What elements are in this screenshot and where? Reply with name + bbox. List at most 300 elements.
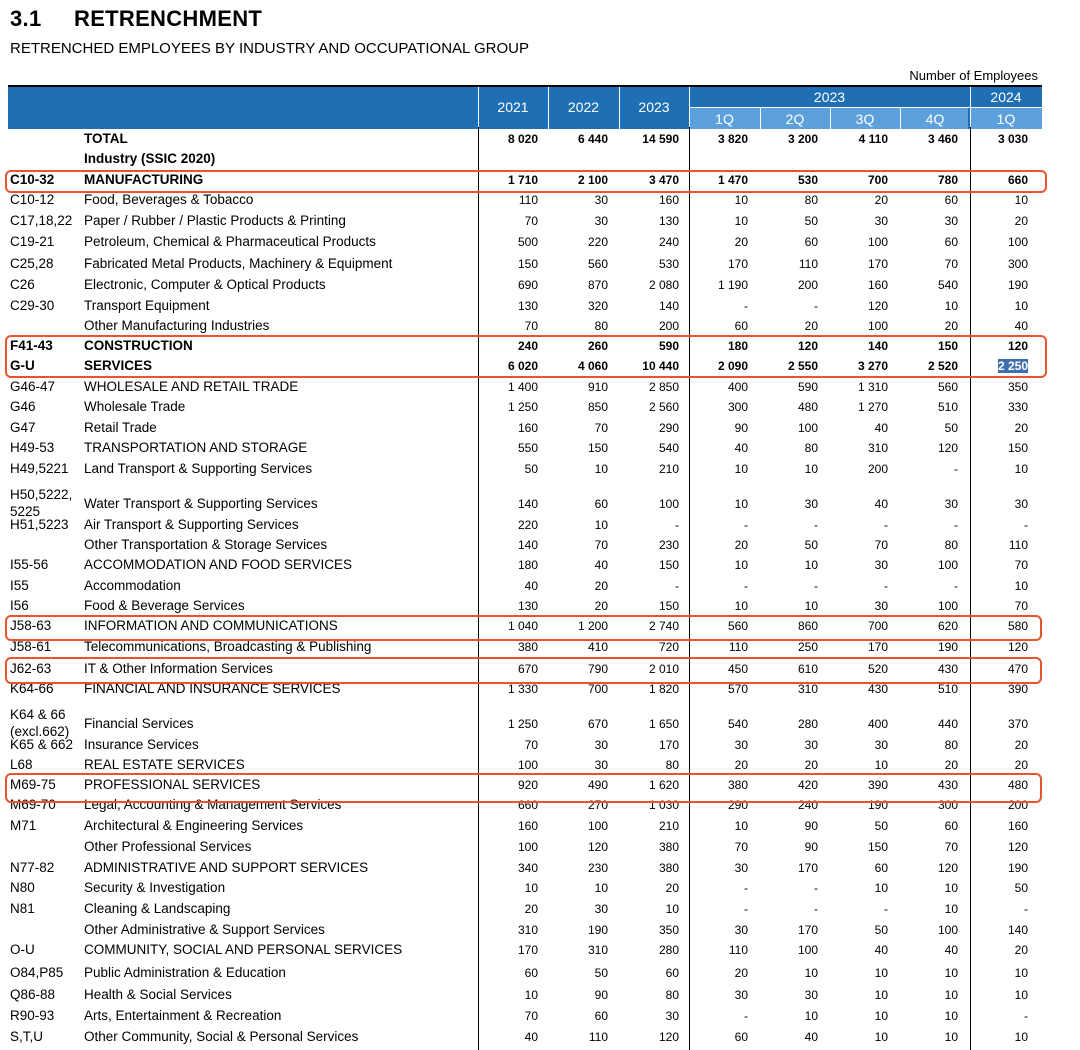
row-value-col-3: 20 <box>665 881 679 895</box>
row-code: R90-93 <box>10 1008 55 1023</box>
row-value-col-6: 390 <box>867 778 888 792</box>
row-code: G46-47 <box>10 379 56 394</box>
row-value-col-3: 210 <box>658 462 679 476</box>
row-value-col-7: 620 <box>937 619 958 633</box>
row-label: FINANCIAL AND INSURANCE SERVICES <box>84 681 341 696</box>
row-value-col-8: 580 <box>1007 619 1028 633</box>
row-value-col-5: 480 <box>797 400 818 414</box>
row-value-col-1: 130 <box>517 599 538 613</box>
row-value-col-4: 30 <box>734 988 748 1002</box>
row-value-col-6: 160 <box>867 278 888 292</box>
row-value-col-5: 120 <box>797 339 818 353</box>
row-value-col-8: 390 <box>1007 682 1028 696</box>
row-code: G47 <box>10 420 36 435</box>
row-value-col-2: 410 <box>587 640 608 654</box>
row-value-col-3: 30 <box>665 1009 679 1023</box>
row-label: Other Professional Services <box>84 839 252 854</box>
row-value-col-4: 10 <box>734 214 748 228</box>
table-row <box>0 131 1080 151</box>
row-value-col-6: - <box>884 579 888 593</box>
row-value-col-5: 2 550 <box>787 359 818 373</box>
row-value-col-7: 430 <box>937 778 958 792</box>
row-value-col-7: 10 <box>944 1009 958 1023</box>
row-value-col-5: - <box>814 579 818 593</box>
header-2023-q2: 2Q <box>785 111 805 127</box>
row-value-col-5: 20 <box>804 319 818 333</box>
row-value-col-8: 100 <box>1007 235 1028 249</box>
row-value-col-7: 440 <box>937 717 958 731</box>
row-value-col-8: 330 <box>1007 400 1028 414</box>
row-code: M71 <box>10 818 37 833</box>
row-value-col-3: 200 <box>658 319 679 333</box>
row-value-col-7: 10 <box>944 1030 958 1044</box>
row-code: C29-30 <box>10 298 55 313</box>
row-value-col-2: 850 <box>587 400 608 414</box>
row-value-col-8: 300 <box>1007 257 1028 271</box>
row-value-col-7: - <box>954 579 958 593</box>
row-value-col-3: 1 820 <box>648 682 679 696</box>
row-label: Petroleum, Chemical & Pharmaceutical Products <box>84 234 376 249</box>
row-label: Other Transportation & Storage Services <box>84 537 328 552</box>
row-value-col-5: 10 <box>804 966 818 980</box>
selected-text[interactable]: 2 250 <box>997 359 1028 373</box>
row-value-col-5: 10 <box>804 462 818 476</box>
row-value-col-3: 530 <box>658 257 679 271</box>
row-value-col-5: 60 <box>804 235 818 249</box>
row-value-col-5: 50 <box>804 538 818 552</box>
row-value-col-7: 300 <box>937 798 958 812</box>
header-2024-q1: 1Q <box>996 111 1016 127</box>
row-value-col-3: 10 440 <box>642 359 679 373</box>
row-value-col-3: 150 <box>658 558 679 572</box>
table-row <box>0 192 1080 212</box>
row-label: Other Administrative & Support Services <box>84 922 325 937</box>
row-code: C26 <box>10 277 35 292</box>
row-value-col-8: 190 <box>1007 278 1028 292</box>
row-value-col-7: 120 <box>937 861 958 875</box>
row-value-col-1: 160 <box>517 819 538 833</box>
row-code: S,T,U <box>10 1029 44 1044</box>
row-label: Arts, Entertainment & Recreation <box>84 1008 282 1023</box>
row-code: N77-82 <box>10 860 55 875</box>
row-value-col-1: 180 <box>517 558 538 572</box>
table-row <box>0 1029 1080 1049</box>
row-value-col-7: 10 <box>944 966 958 980</box>
row-code: M69-70 <box>10 797 56 812</box>
row-label: COMMUNITY, SOCIAL AND PERSONAL SERVICES <box>84 942 403 957</box>
row-code: C17,18,22 <box>10 213 73 228</box>
row-label: Paper / Rubber / Plastic Products & Printing <box>84 213 346 228</box>
row-value-col-2: 790 <box>587 662 608 676</box>
row-value-col-2: 10 <box>594 462 608 476</box>
row-value-col-2: 230 <box>587 861 608 875</box>
row-value-col-5: 280 <box>797 717 818 731</box>
row-value-col-3: 100 <box>658 497 679 511</box>
row-value-col-2: 190 <box>587 923 608 937</box>
row-label: TOTAL <box>84 131 128 146</box>
row-value-col-7: 30 <box>944 497 958 511</box>
row-label: Fabricated Metal Products, Machinery & Equipment <box>84 256 393 271</box>
row-value-col-3: 1 620 <box>648 778 679 792</box>
row-value-col-7: 20 <box>944 758 958 772</box>
row-value-col-4: 300 <box>727 400 748 414</box>
row-label: ADMINISTRATIVE AND SUPPORT SERVICES <box>84 860 369 875</box>
row-value-col-8: 20 <box>1014 421 1028 435</box>
row-value-col-6: 10 <box>874 1030 888 1044</box>
row-label: Industry (SSIC 2020) <box>84 151 216 166</box>
row-value-col-1: 170 <box>517 943 538 957</box>
row-value-col-2: 870 <box>587 278 608 292</box>
row-value-col-2: 110 <box>588 1030 608 1044</box>
row-value-col-5: 100 <box>797 421 818 435</box>
row-value-col-4: 560 <box>727 619 748 633</box>
row-value-col-6: 1 310 <box>857 380 888 394</box>
row-value-col-4: 90 <box>734 421 748 435</box>
row-value-col-6: 70 <box>874 538 888 552</box>
row-value-col-3: 80 <box>665 988 679 1002</box>
row-value-col-8: 10 <box>1014 579 1028 593</box>
row-value-col-5: 10 <box>804 558 818 572</box>
row-value-col-5: 110 <box>798 257 818 271</box>
row-value-col-8: 70 <box>1014 599 1028 613</box>
row-label: TRANSPORTATION AND STORAGE <box>84 440 308 455</box>
row-value-col-6: 100 <box>867 235 888 249</box>
row-value-col-4: 70 <box>734 840 748 854</box>
row-value-col-4: 20 <box>734 235 748 249</box>
row-value-col-5: 40 <box>804 1030 818 1044</box>
row-value-col-2: 700 <box>587 682 608 696</box>
row-code-continuation: 5225 <box>10 504 41 519</box>
row-value-col-2: 30 <box>594 902 608 916</box>
row-value-col-4: 10 <box>734 497 748 511</box>
header-group-2024: 2024 <box>990 89 1022 105</box>
row-value-col-6: 4 110 <box>858 132 888 146</box>
row-value-col-3: 14 590 <box>642 132 679 146</box>
row-label: Insurance Services <box>84 737 199 752</box>
row-code: I55-56 <box>10 557 49 572</box>
table-subtitle: RETRENCHED EMPLOYEES BY INDUSTRY AND OCCUPATIONAL GROUP <box>10 40 529 57</box>
row-value-col-3: 120 <box>658 1030 679 1044</box>
row-value-col-3: 140 <box>658 299 679 313</box>
row-value-col-4: 20 <box>734 538 748 552</box>
row-value-col-5: 610 <box>797 662 818 676</box>
row-value-col-3: 1 030 <box>648 798 679 812</box>
row-label: ACCOMMODATION AND FOOD SERVICES <box>84 557 353 572</box>
table-header <box>8 85 1042 129</box>
row-label: Accommodation <box>84 578 181 593</box>
table-row <box>0 517 1080 537</box>
row-value-col-8: 20 <box>1014 738 1028 752</box>
row-value-col-7: - <box>954 462 958 476</box>
row-code: N81 <box>10 901 35 916</box>
section-title: RETRENCHMENT <box>74 6 263 31</box>
row-value-col-1: 240 <box>517 339 538 353</box>
row-value-col-7: 80 <box>944 538 958 552</box>
row-value-col-7: 10 <box>944 881 958 895</box>
row-value-col-7: 60 <box>944 193 958 207</box>
row-value-col-8: 150 <box>1007 441 1028 455</box>
row-value-col-7: 50 <box>944 421 958 435</box>
row-value-col-5: 3 200 <box>787 132 818 146</box>
row-value-col-6: 10 <box>874 1009 888 1023</box>
row-value-col-1: 100 <box>517 758 538 772</box>
row-value-col-2: 270 <box>587 798 608 812</box>
row-value-col-2: 10 <box>594 518 608 532</box>
row-value-col-3: 130 <box>658 214 679 228</box>
row-value-col-1: 1 330 <box>507 682 538 696</box>
row-value-col-6: 40 <box>874 497 888 511</box>
row-value-col-4: 110 <box>728 943 748 957</box>
row-code: L68 <box>10 757 33 772</box>
row-code: F41-43 <box>10 338 53 353</box>
row-label: Cleaning & Landscaping <box>84 901 231 916</box>
row-value-col-5: 80 <box>804 193 818 207</box>
row-value-col-2: 100 <box>587 819 608 833</box>
row-value-col-3: 590 <box>658 339 679 353</box>
row-value-col-1: 1 400 <box>507 380 538 394</box>
row-value-col-5: 170 <box>797 923 818 937</box>
row-value-col-5: 10 <box>804 1009 818 1023</box>
row-value-col-6: 700 <box>867 619 888 633</box>
row-value-col-8: 120 <box>1007 840 1028 854</box>
row-value-col-3: - <box>675 579 679 593</box>
row-value-col-8: 10 <box>1014 299 1028 313</box>
row-value-col-6: 10 <box>874 881 888 895</box>
row-value-col-2: 30 <box>594 738 608 752</box>
row-value-col-6: 40 <box>874 943 888 957</box>
row-code: J58-63 <box>10 618 52 633</box>
row-label: CONSTRUCTION <box>84 338 193 353</box>
row-value-col-4: 180 <box>727 339 748 353</box>
row-label: PROFESSIONAL SERVICES <box>84 777 261 792</box>
row-value-col-1: 500 <box>517 235 538 249</box>
row-value-col-8: 10 <box>1014 988 1028 1002</box>
highlight-professional-services <box>5 773 1042 803</box>
row-label: MANUFACTURING <box>84 172 204 187</box>
row-value-col-8: 3 030 <box>997 132 1028 146</box>
row-value-col-1: 380 <box>517 640 538 654</box>
row-value-col-3: - <box>675 518 679 532</box>
row-value-col-4: 170 <box>727 257 748 271</box>
row-value-col-1: 70 <box>524 1009 538 1023</box>
row-value-col-7: 510 <box>937 682 958 696</box>
row-value-col-4: 1 190 <box>717 278 748 292</box>
table-row <box>0 880 1080 900</box>
table-row <box>0 987 1080 1007</box>
row-value-col-1: 40 <box>524 1030 538 1044</box>
row-label: INFORMATION AND COMMUNICATIONS <box>84 618 338 633</box>
row-value-col-5: 30 <box>804 497 818 511</box>
row-value-col-6: 30 <box>874 558 888 572</box>
row-code: N80 <box>10 880 35 895</box>
row-value-col-4: 30 <box>734 923 748 937</box>
row-value-col-6: 100 <box>867 319 888 333</box>
row-value-col-1: 1 250 <box>507 400 538 414</box>
table-row <box>0 860 1080 880</box>
row-value-col-4: 10 <box>734 599 748 613</box>
row-value-col-4: 40 <box>734 441 748 455</box>
row-value-col-3: 2 740 <box>648 619 679 633</box>
row-value-col-8: - <box>1024 1009 1028 1023</box>
table-row <box>0 151 1080 171</box>
table-row <box>0 234 1080 254</box>
row-label: Retail Trade <box>84 420 157 435</box>
row-code: G46 <box>10 399 36 414</box>
row-value-col-3: 720 <box>658 640 679 654</box>
row-value-col-6: 50 <box>874 819 888 833</box>
row-value-col-5: 590 <box>797 380 818 394</box>
highlight-it-services <box>5 657 1042 684</box>
row-code: G-U <box>10 358 35 373</box>
row-value-col-2: 90 <box>594 988 608 1002</box>
row-value-col-1: 550 <box>517 441 538 455</box>
header-year-2022: 2022 <box>567 99 600 115</box>
row-value-col-7: 780 <box>937 173 958 187</box>
row-value-col-4: 10 <box>734 819 748 833</box>
row-label: Telecommunications, Broadcasting & Publishing <box>84 639 372 654</box>
row-label: Wholesale Trade <box>84 399 186 414</box>
row-value-col-8: 370 <box>1007 717 1028 731</box>
row-code: C19-21 <box>10 234 55 249</box>
row-value-col-2: 120 <box>587 840 608 854</box>
row-value-col-2: 150 <box>587 441 608 455</box>
table-row <box>0 213 1080 233</box>
row-value-col-2: 560 <box>587 257 608 271</box>
table-row <box>0 839 1080 859</box>
row-label: WHOLESALE AND RETAIL TRADE <box>84 379 299 394</box>
row-value-col-8: 120 <box>1007 339 1028 353</box>
row-value-col-7: 430 <box>937 662 958 676</box>
row-value-col-6: 200 <box>867 462 888 476</box>
row-value-col-7: 10 <box>944 988 958 1002</box>
row-value-col-2: 30 <box>594 758 608 772</box>
row-value-col-3: 170 <box>658 738 679 752</box>
row-value-col-5: 10 <box>804 599 818 613</box>
row-value-col-7: - <box>954 518 958 532</box>
row-code: K64 & 66 <box>10 707 66 722</box>
header-group-2023: 2023 <box>813 89 846 105</box>
table-row <box>0 737 1080 757</box>
row-value-col-1: 690 <box>517 278 538 292</box>
table-row <box>0 922 1080 942</box>
row-value-col-4: 20 <box>734 758 748 772</box>
row-value-col-1: 140 <box>517 497 538 511</box>
row-value-col-8: 660 <box>1007 173 1028 187</box>
row-value-col-3: 240 <box>658 235 679 249</box>
row-value-col-3: 280 <box>658 943 679 957</box>
row-value-col-5: 240 <box>797 798 818 812</box>
table-row <box>0 707 1080 739</box>
row-value-col-4: - <box>744 1009 748 1023</box>
row-value-col-7: 100 <box>937 558 958 572</box>
row-value-col-8: 20 <box>1014 758 1028 772</box>
row-value-col-1: 100 <box>517 840 538 854</box>
row-label: Other Community, Social & Personal Services <box>84 1029 359 1044</box>
table-row <box>0 818 1080 838</box>
table-row <box>0 440 1080 460</box>
row-code: J62-63 <box>10 661 52 676</box>
row-label: Security & Investigation <box>84 880 226 895</box>
row-code: C10-32 <box>10 172 55 187</box>
row-value-col-7: 120 <box>937 441 958 455</box>
row-value-col-2: 1 200 <box>577 619 608 633</box>
row-value-col-3: 210 <box>658 819 679 833</box>
row-value-col-2: 4 060 <box>577 359 608 373</box>
table-row <box>0 461 1080 481</box>
row-value-col-8: 160 <box>1007 819 1028 833</box>
row-value-col-7: 190 <box>937 640 958 654</box>
highlight-manufacturing <box>5 170 1047 193</box>
row-value-col-8: 10 <box>1014 966 1028 980</box>
row-value-col-1: 60 <box>524 966 538 980</box>
row-value-col-1: 1 250 <box>507 717 538 731</box>
row-label: Water Transport & Supporting Services <box>84 496 318 511</box>
row-value-col-8: 10 <box>1014 193 1028 207</box>
row-value-col-4: 290 <box>727 798 748 812</box>
row-value-col-2: 910 <box>587 380 608 394</box>
row-value-col-6: 3 270 <box>857 359 888 373</box>
row-value-col-5: 20 <box>804 758 818 772</box>
row-value-col-6: 30 <box>874 738 888 752</box>
row-value-col-6: 190 <box>867 798 888 812</box>
row-value-col-1: 660 <box>517 798 538 812</box>
table-row <box>0 399 1080 419</box>
table-row <box>0 420 1080 440</box>
row-value-col-8: 30 <box>1014 497 1028 511</box>
row-value-col-5: 90 <box>804 840 818 854</box>
row-code: J58-61 <box>10 639 52 654</box>
highlight-construction-services <box>5 335 1047 378</box>
row-value-col-1: 70 <box>524 319 538 333</box>
row-code: K65 & 662 <box>10 737 74 752</box>
row-code: Q86-88 <box>10 987 56 1002</box>
row-value-col-6: - <box>884 518 888 532</box>
row-code: C10-12 <box>10 192 55 207</box>
row-value-col-4: 10 <box>734 558 748 572</box>
row-value-col-6: 310 <box>867 441 888 455</box>
table-row <box>0 256 1080 276</box>
row-value-col-3: 2 560 <box>648 400 679 414</box>
table-row <box>0 379 1080 399</box>
highlight-information-communications <box>5 615 1042 641</box>
row-value-col-4: 400 <box>727 380 748 394</box>
row-label: Financial Services <box>84 716 194 731</box>
row-value-col-7: 560 <box>937 380 958 394</box>
row-value-col-8: 140 <box>1007 923 1028 937</box>
row-value-col-1: 140 <box>517 538 538 552</box>
row-value-col-7: 510 <box>937 400 958 414</box>
row-value-col-1: 150 <box>517 257 538 271</box>
row-value-col-7: 2 520 <box>927 359 958 373</box>
row-label: Food & Beverage Services <box>84 598 245 613</box>
row-value-col-8: 50 <box>1014 881 1028 895</box>
row-value-col-1: 70 <box>524 738 538 752</box>
row-value-col-4: - <box>744 518 748 532</box>
section-heading <box>10 6 262 32</box>
row-value-col-4: 20 <box>734 966 748 980</box>
row-value-col-4: 540 <box>727 717 748 731</box>
row-value-col-8: 20 <box>1014 214 1028 228</box>
row-value-col-4: 380 <box>727 778 748 792</box>
row-value-col-7: 10 <box>944 299 958 313</box>
row-value-col-2: 70 <box>594 421 608 435</box>
row-value-col-5: - <box>814 902 818 916</box>
unit-note: Number of Employees <box>909 68 1038 83</box>
row-value-col-5: 170 <box>797 861 818 875</box>
row-value-col-7: 10 <box>944 902 958 916</box>
row-value-col-5: 860 <box>797 619 818 633</box>
row-value-col-8: 20 <box>1014 943 1028 957</box>
